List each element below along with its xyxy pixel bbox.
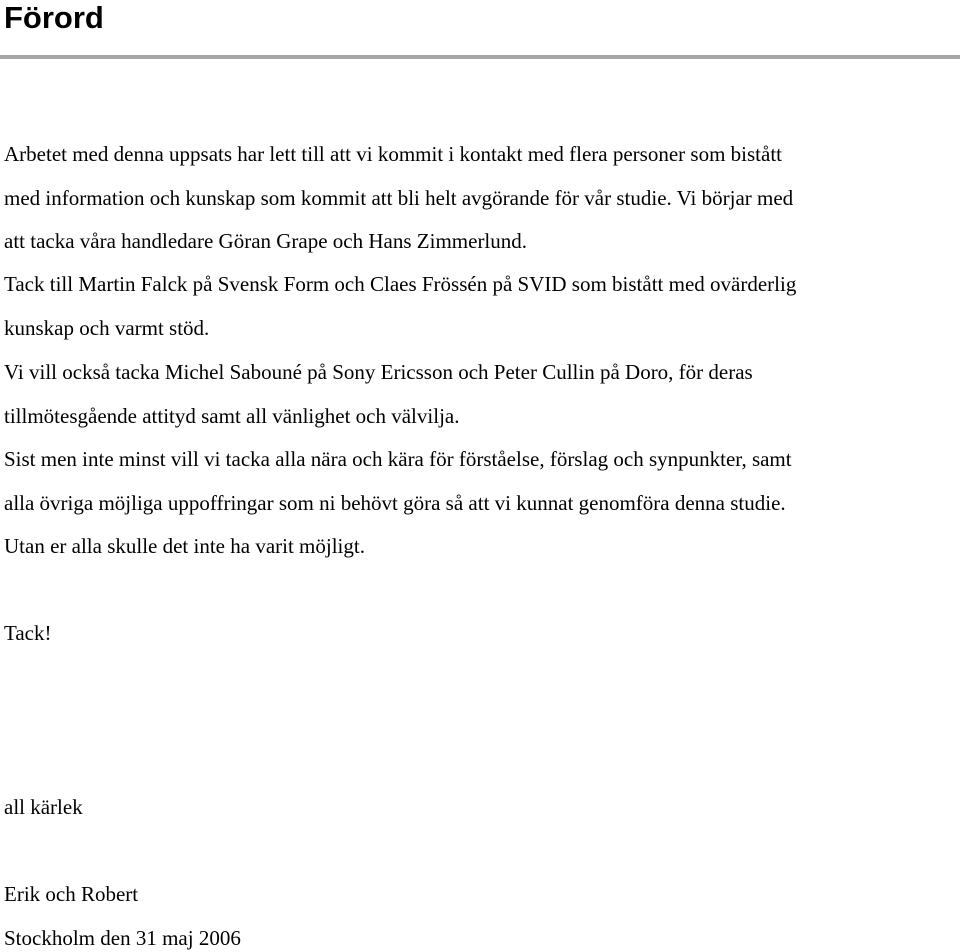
body-line: tillmötesgående attityd samt all vänlighet och välvilja. <box>4 404 460 428</box>
thanks-text: Tack! <box>4 621 52 645</box>
body-line: kunskap och varmt stöd. <box>4 316 210 340</box>
place-date: Stockholm den 31 maj 2006 <box>4 926 241 950</box>
closing-text: all kärlek <box>4 795 83 819</box>
body-line: Utan er alla skulle det inte ha varit möjligt. <box>4 534 365 558</box>
body-line: Sist men inte minst vill vi tacka alla nära och kära för förståelse, förslag och synpunkter, samt <box>4 447 792 471</box>
page-title: Förord <box>4 0 104 35</box>
body-line: Vi vill också tacka Michel Sabouné på Sony Ericsson och Peter Cullin på Doro, för deras <box>4 360 753 384</box>
heading-divider <box>0 55 960 59</box>
body-line: alla övriga möjliga uppoffringar som ni behövt göra så att vi kunnat genomföra denna studie. <box>4 491 786 515</box>
body-line: Arbetet med denna uppsats har lett till att vi kommit i kontakt med flera personer som bistått <box>4 142 782 166</box>
body-line: att tacka våra handledare Göran Grape och Hans Zimmerlund. <box>4 229 528 253</box>
body-line: med information och kunskap som kommit att bli helt avgörande för vår studie. Vi börjar med <box>4 186 794 210</box>
signature: Erik och Robert <box>4 882 139 906</box>
body-line: Tack till Martin Falck på Svensk Form och Claes Frössén på SVID som bistått med ovärderlig <box>4 272 797 296</box>
